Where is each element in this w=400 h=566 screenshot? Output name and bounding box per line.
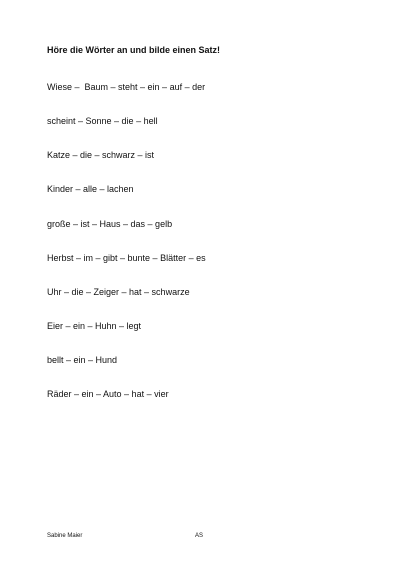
- sentence-words-1: Wiese – Baum – steht – ein – auf – der: [47, 82, 206, 92]
- sentence-words-5: große – ist – Haus – das – gelb: [47, 219, 173, 229]
- sentence-words-7: Uhr – die – Zeiger – hat – schwarze: [47, 287, 190, 297]
- sentence-words-9: bellt – ein – Hund: [47, 355, 118, 365]
- sentence-words-6: Herbst – im – gibt – bunte – Blätter – es: [47, 253, 206, 263]
- sentence-words-8: Eier – ein – Huhn – legt: [47, 321, 142, 331]
- sentence-words-3: Katze – die – schwarz – ist: [47, 150, 155, 160]
- worksheet-title: Höre die Wörter an und bilde einen Satz!: [47, 45, 221, 55]
- sentence-words-4: Kinder – alle – lachen: [47, 184, 134, 194]
- footer-author: Sabine Maier: [47, 533, 83, 539]
- footer-label: AS: [195, 533, 204, 539]
- sentence-words-2: scheint – Sonne – die – hell: [47, 116, 158, 126]
- sentence-words-10: Räder – ein – Auto – hat – vier: [47, 389, 169, 399]
